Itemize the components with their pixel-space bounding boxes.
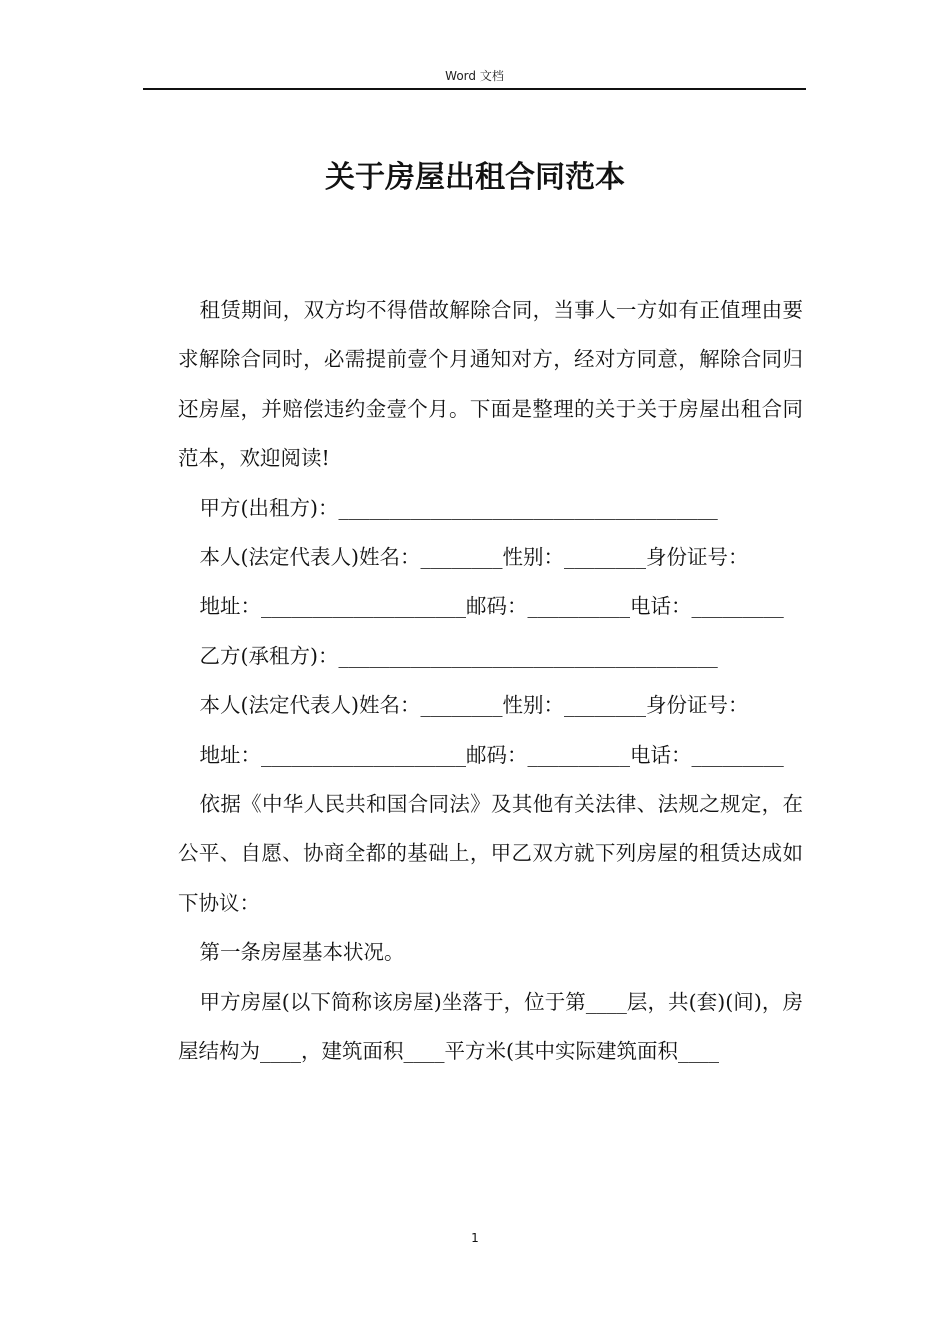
paragraph-article-1-heading: 第一条房屋基本状况。 [199,940,405,965]
paragraph-article-1-body: 甲方房屋(以下简称该房屋)坐落于，位于第____层，共(套)(间)，房屋结构为____，建筑面积____平方米(其中实际建筑面积____ [178,989,803,1064]
page-number: 1 [471,1231,479,1245]
paragraph-party-b: 乙方(承租方)：_____________________________________ [199,643,718,668]
document-body [178,286,803,1077]
paragraph-party-b-representative: 本人(法定代表人)姓名：________性别：________身份证号： [199,693,749,718]
paragraph-party-a-address: 地址：____________________邮码：__________电话：_________ [199,594,784,619]
page-header [143,66,806,90]
paragraph-party-a: 甲方(出租方)：_____________________________________ [199,495,718,520]
paragraph-party-a-representative: 本人(法定代表人)姓名：________性别：________身份证号： [199,545,749,570]
header-text: Word 文档 [445,69,504,83]
document-title: 关于房屋出租合同范本 [325,160,625,195]
paragraph-intro: 租赁期间，双方均不得借故解除合同，当事人一方如有正值理由要求解除合同时，必需提前壹个月通知对方，经对方同意，解除合同归还房屋，并赔偿违约金壹个月。下面是整理的关于关于房屋出租合同范本，欢迎阅读! [178,298,803,471]
paragraph-legal-basis: 依据《中华人民共和国合同法》及其他有关法律、法规之规定，在公平、自愿、协商全都的基础上，甲乙双方就下列房屋的租赁达成如下协议： [178,792,803,915]
paragraph-party-b-address: 地址：____________________邮码：__________电话：_________ [199,742,784,767]
